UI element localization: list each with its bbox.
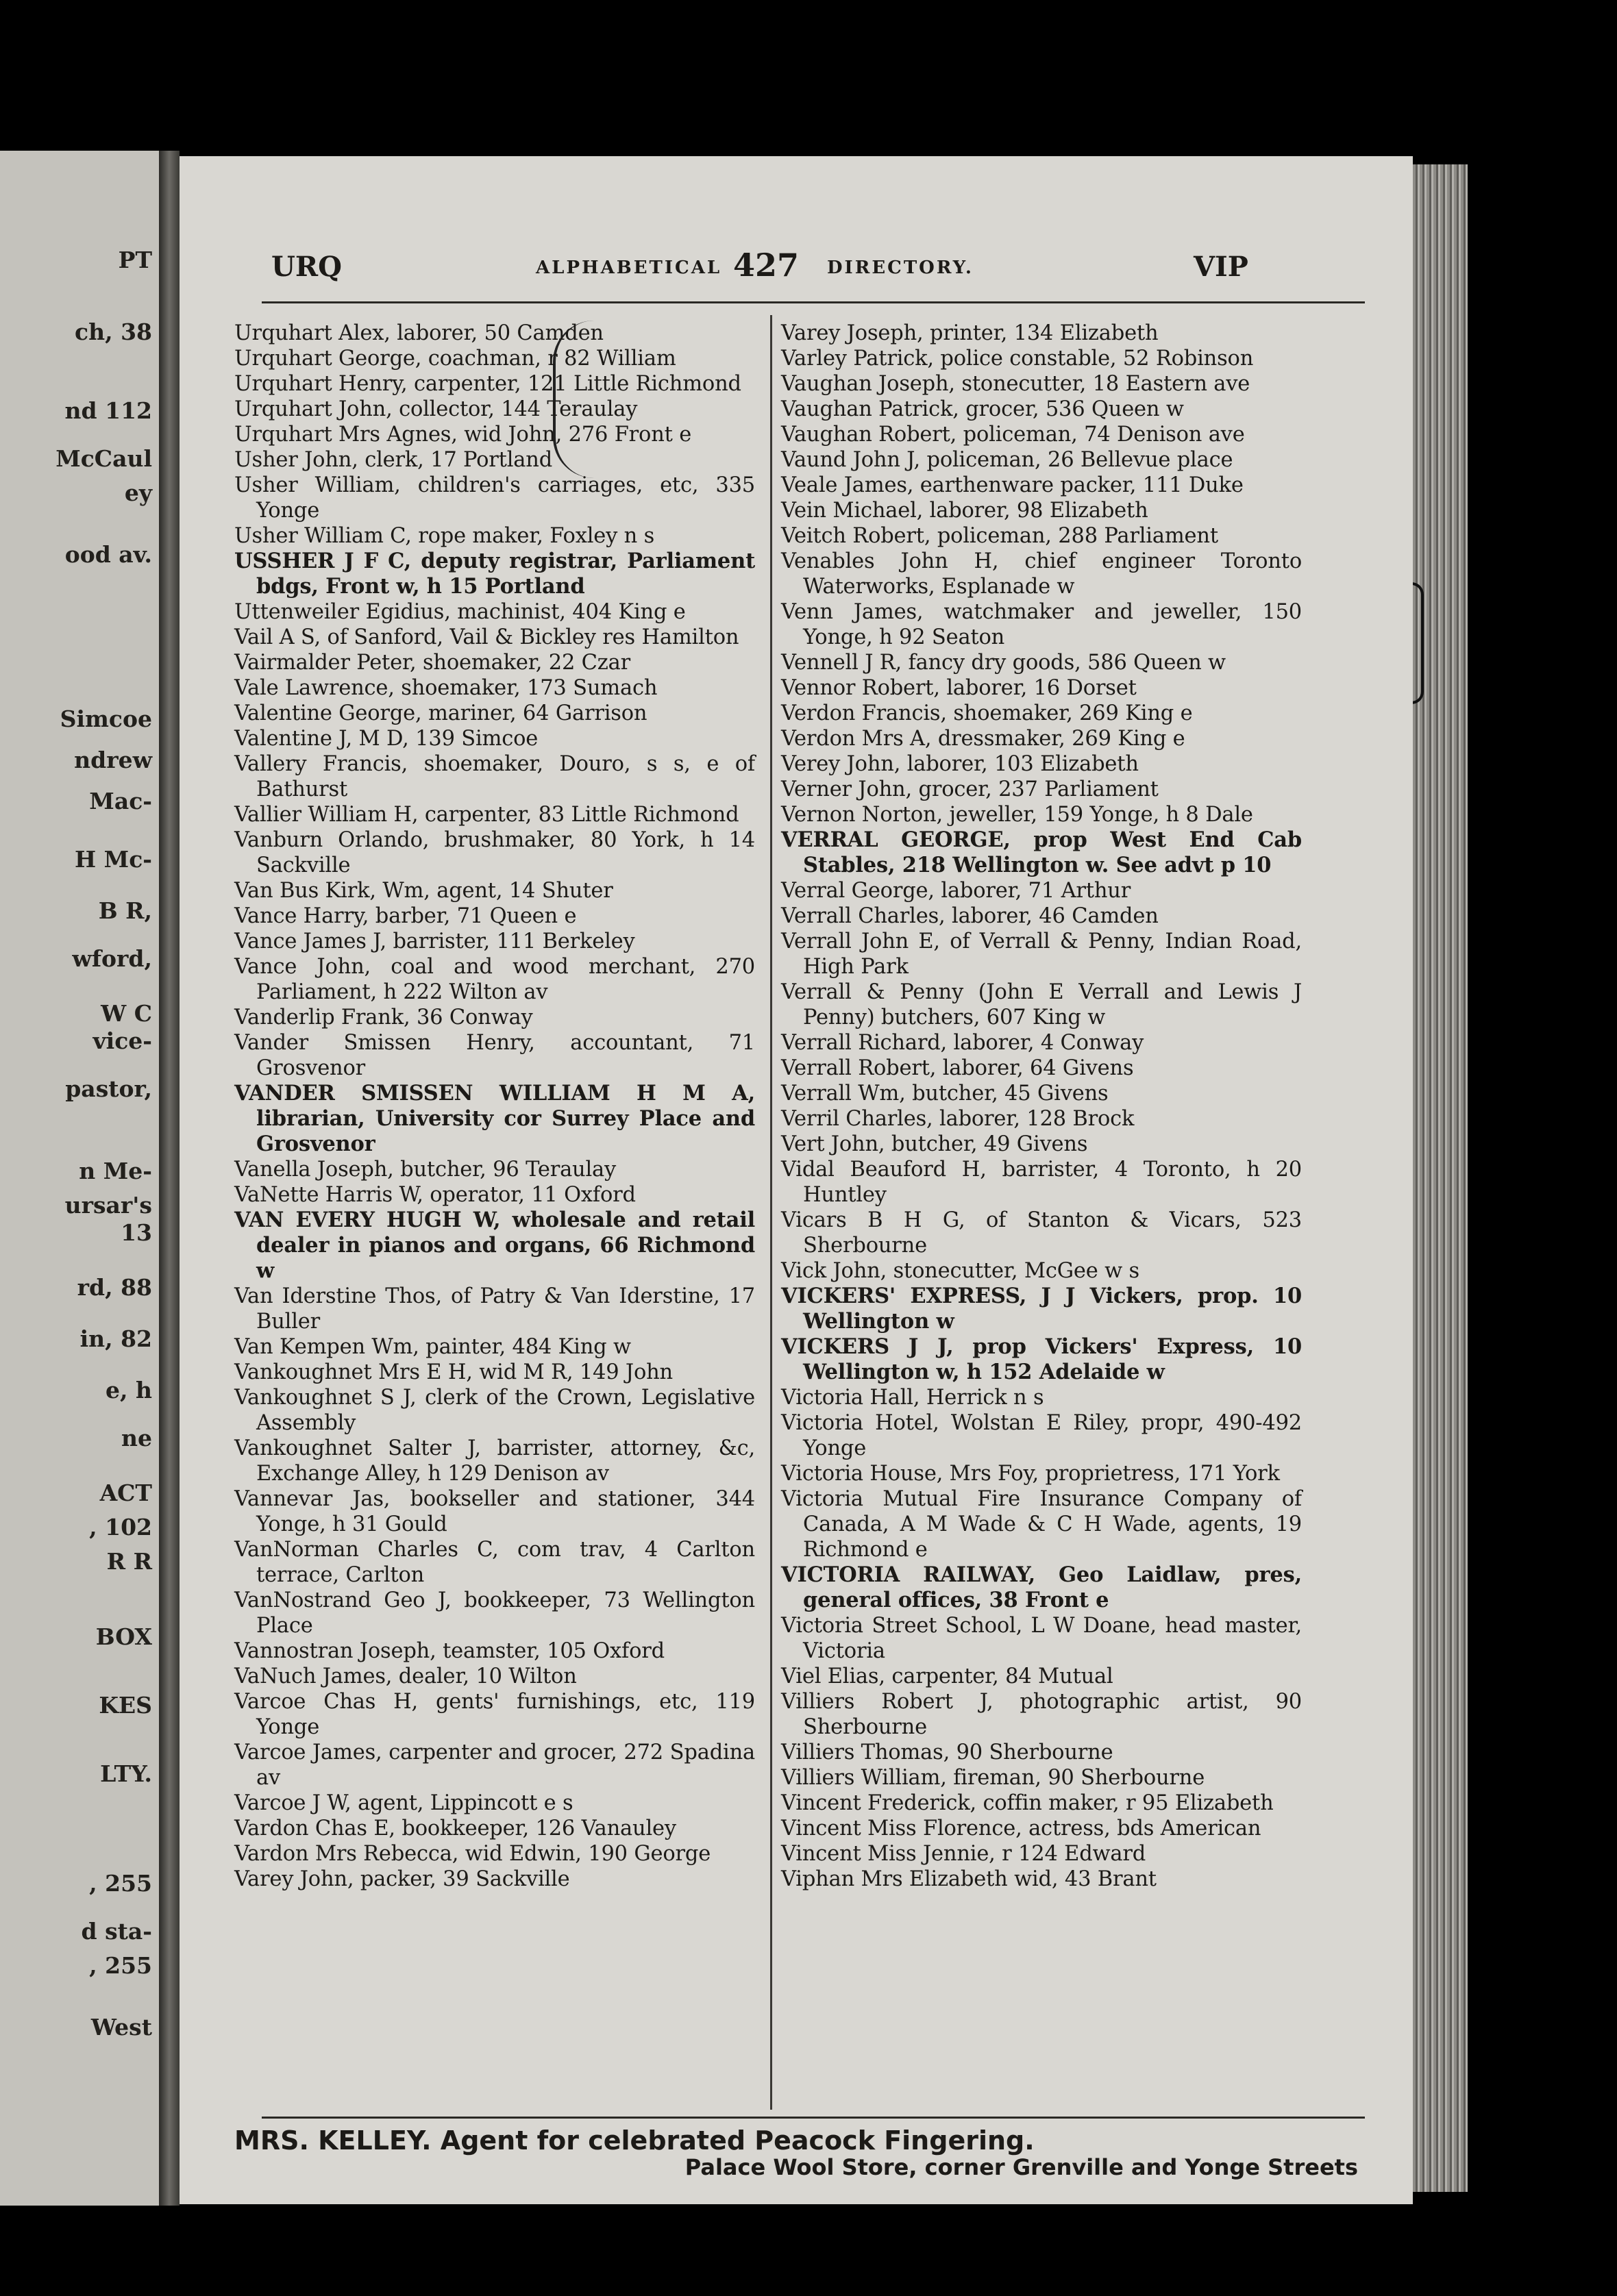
directory-entry: Vennell J R, fancy dry goods, 586 Queen w	[781, 651, 1226, 675]
left-column	[234, 321, 755, 1892]
directory-entry: Victoria Hotel, Wolstan E Riley, propr, 490-492 Yonge	[781, 1411, 1302, 1460]
previous-page-text: ursar's	[64, 1192, 152, 1219]
directory-entry: Varley Patrick, police constable, 52 Robinson	[781, 347, 1254, 371]
directory-entry: Valentine J, M D, 139 Simcoe	[234, 727, 539, 751]
directory-entry: Vankoughnet S J, clerk of the Crown, Legislative Assembly	[234, 1386, 755, 1435]
previous-page-fragment	[0, 151, 159, 2206]
directory-entry: Varcoe J W, agent, Lippincott e s	[234, 1791, 573, 1815]
previous-page-text: , 102	[89, 1514, 152, 1540]
directory-entry: Vennor Robert, laborer, 16 Dorset	[781, 676, 1137, 700]
directory-entry: VanNorman Charles C, com trav, 4 Carlton terrace, Carlton	[234, 1538, 755, 1587]
directory-entry: Vincent Miss Jennie, r 124 Edward	[781, 1842, 1146, 1866]
directory-entry: Verral George, laborer, 71 Arthur	[781, 879, 1131, 903]
directory-entry: VANDER SMISSEN WILLIAM H M A, librarian, University cor Surrey Place and Grosvenor	[234, 1081, 755, 1156]
header-right-guide: VIP	[1194, 251, 1248, 283]
directory-entry: Urquhart Henry, carpenter, 121 Little Richmond	[234, 372, 741, 396]
directory-entry: Viel Elias, carpenter, 84 Mutual	[781, 1664, 1113, 1688]
previous-page-text: W C	[101, 1000, 152, 1027]
directory-entry: Vanella Joseph, butcher, 96 Teraulay	[234, 1158, 617, 1182]
directory-entry: Vance John, coal and wood merchant, 270 Parliament, h 222 Wilton av	[234, 955, 755, 1004]
directory-entry: Vankoughnet Salter J, barrister, attorney, &c, Exchange Alley, h 129 Denison av	[234, 1436, 755, 1486]
directory-entry: Verrall Robert, laborer, 64 Givens	[781, 1056, 1134, 1080]
header-rule	[262, 301, 1365, 303]
directory-entry: Vairmalder Peter, shoemaker, 22 Czar	[234, 651, 631, 675]
previous-page-text: nd 112	[64, 397, 152, 424]
header-left-guide: URQ	[271, 251, 342, 283]
previous-page-text: rd, 88	[77, 1274, 152, 1301]
previous-page-text: ch, 38	[75, 319, 152, 345]
directory-entry: Victoria Hall, Herrick n s	[781, 1386, 1044, 1410]
previous-page-text: in, 82	[79, 1325, 152, 1352]
directory-entry: Vaughan Patrick, grocer, 536 Queen w	[781, 397, 1184, 421]
directory-entry: Vein Michael, laborer, 98 Elizabeth	[781, 499, 1148, 523]
directory-entry: VERRAL GEORGE, prop West End Cab Stables, 218 Wellington w. See advt p 10	[781, 827, 1302, 877]
directory-entry: Vernon Norton, jeweller, 159 Yonge, h 8 Dale	[781, 803, 1253, 827]
directory-entry: Verrall Charles, laborer, 46 Camden	[781, 904, 1159, 928]
directory-entry: Urquhart John, collector, 144 Teraulay	[234, 397, 638, 421]
footer-rule	[262, 2117, 1365, 2119]
directory-entry: Vanburn Orlando, brushmaker, 80 York, h 14 Sackville	[234, 828, 755, 877]
directory-entry: Vail A S, of Sanford, Vail & Bickley res Hamilton	[234, 625, 739, 649]
directory-entry: Veitch Robert, policeman, 288 Parliament	[781, 524, 1218, 548]
directory-entry: Victoria Mutual Fire Insurance Company of Canada, A M Wade & C H Wade, agents, 19 Richmond e	[781, 1487, 1302, 1562]
directory-entry: Verdon Francis, shoemaker, 269 King e	[781, 701, 1193, 725]
margin-bracket-mark	[1411, 582, 1424, 704]
column-divider	[770, 315, 772, 2110]
directory-entry: Vannevar Jas, bookseller and stationer, 344 Yonge, h 31 Gould	[234, 1487, 755, 1536]
directory-page	[180, 156, 1413, 2204]
directory-entry: VICKERS' EXPRESS, J J Vickers, prop. 10 Wellington w	[781, 1284, 1302, 1334]
directory-entry: Vardon Mrs Rebecca, wid Edwin, 190 George	[234, 1842, 711, 1866]
page-edges	[1413, 164, 1468, 2192]
previous-page-text: R R	[106, 1548, 152, 1575]
directory-entry: Viphan Mrs Elizabeth wid, 43 Brant	[781, 1867, 1157, 1891]
previous-page-text: H Mc-	[75, 846, 152, 873]
directory-entry: VaNette Harris W, operator, 11 Oxford	[234, 1183, 636, 1207]
previous-page-text: B R,	[98, 897, 152, 924]
previous-page-text: LTY.	[100, 1760, 152, 1787]
directory-entry: Usher William C, rope maker, Foxley n s	[234, 524, 655, 548]
previous-page-text: e, h	[106, 1377, 152, 1403]
directory-entry: Villiers Thomas, 90 Sherbourne	[781, 1740, 1113, 1764]
book-gutter	[159, 151, 180, 2206]
directory-entry: Verdon Mrs A, dressmaker, 269 King e	[781, 727, 1185, 751]
directory-entry: Vincent Frederick, coffin maker, r 95 Elizabeth	[781, 1791, 1274, 1815]
directory-entry: Victoria Street School, L W Doane, head master, Victoria	[781, 1614, 1302, 1663]
directory-entry: Vance James J, barrister, 111 Berkeley	[234, 929, 635, 953]
directory-entry: Vander Smissen Henry, accountant, 71 Grosvenor	[234, 1031, 755, 1080]
page-number: 427	[733, 247, 800, 284]
directory-entry: Victoria House, Mrs Foy, proprietress, 171 York	[781, 1462, 1280, 1486]
directory-entry: Urquhart Alex, laborer, 50 Camden	[234, 321, 604, 345]
directory-entry: Vannostran Joseph, teamster, 105 Oxford	[234, 1639, 665, 1663]
footer-line-2: Palace Wool Store, corner Grenville and Yonge Streets	[684, 2154, 1358, 2180]
previous-page-text: PT	[118, 247, 152, 273]
directory-entry: Vankoughnet Mrs E H, wid M R, 149 John	[234, 1360, 674, 1384]
previous-page-text: McCaul	[55, 445, 152, 472]
directory-entry: Vaund John J, policeman, 26 Bellevue place	[781, 448, 1233, 472]
previous-page-text: Mac-	[89, 788, 152, 814]
directory-entry: Varcoe James, carpenter and grocer, 272 Spadina av	[234, 1740, 755, 1790]
directory-entry: Van Bus Kirk, Wm, agent, 14 Shuter	[234, 879, 613, 903]
directory-entry: VAN EVERY HUGH W, wholesale and retail dealer in pianos and organs, 66 Richmond w	[234, 1208, 755, 1283]
right-column	[781, 321, 1302, 1892]
directory-entry: Verrall Wm, butcher, 45 Givens	[781, 1082, 1109, 1106]
directory-entry: Villiers William, fireman, 90 Sherbourne	[781, 1766, 1205, 1790]
footer-line-1: MRS. KELLEY. Agent for celebrated Peacock Fingering.	[234, 2125, 1035, 2156]
previous-page-text: , 255	[89, 1952, 152, 1979]
directory-entry: Verrall John E, of Verrall & Penny, Indian Road, High Park	[781, 929, 1302, 979]
directory-entry: Urquhart Mrs Agnes, wid John, 276 Front e	[234, 423, 692, 447]
directory-entry: Vick John, stonecutter, McGee w s	[781, 1259, 1139, 1283]
directory-entry: Vaughan Robert, policeman, 74 Denison ave	[781, 423, 1245, 447]
directory-entry: Usher William, children's carriages, etc, 335 Yonge	[234, 473, 755, 523]
directory-entry: Venn James, watchmaker and jeweller, 150 Yonge, h 92 Seaton	[781, 600, 1302, 649]
previous-page-text: BOX	[95, 1623, 152, 1650]
previous-page-text: pastor,	[65, 1075, 152, 1102]
header-title-left: ALPHABETICAL	[536, 258, 722, 278]
previous-page-text: ey	[124, 479, 152, 506]
directory-entry: Uttenweiler Egidius, machinist, 404 King e	[234, 600, 686, 624]
directory-entry: Veale James, earthenware packer, 111 Duke	[781, 473, 1244, 497]
directory-entry: Vallier William H, carpenter, 83 Little Richmond	[234, 803, 739, 827]
directory-entry: Valentine George, mariner, 64 Garrison	[234, 701, 647, 725]
previous-page-text: ndrew	[74, 747, 152, 773]
directory-entry: Vicars B H G, of Stanton & Vicars, 523 Sherbourne	[781, 1208, 1302, 1258]
directory-entry: Vale Lawrence, shoemaker, 173 Sumach	[234, 676, 658, 700]
directory-entry: Varcoe Chas H, gents' furnishings, etc, 119 Yonge	[234, 1690, 755, 1739]
directory-entry: Vanderlip Frank, 36 Conway	[234, 1006, 533, 1030]
directory-entry: Verrall Richard, laborer, 4 Conway	[781, 1031, 1144, 1055]
previous-page-text: KES	[99, 1692, 152, 1719]
directory-entry: Urquhart George, coachman, r 82 William	[234, 347, 676, 371]
directory-entry: VanNostrand Geo J, bookkeeper, 73 Wellington Place	[234, 1588, 755, 1638]
directory-entry: Van Iderstine Thos, of Patry & Van Iderstine, 17 Buller	[234, 1284, 755, 1334]
previous-page-text: wford,	[72, 945, 152, 972]
previous-page-text: 13	[121, 1219, 152, 1246]
directory-entry: Verner John, grocer, 237 Parliament	[781, 777, 1159, 801]
directory-entry: Villiers Robert J, photographic artist, 90 Sherbourne	[781, 1690, 1302, 1739]
directory-entry: Verrall & Penny (John E Verrall and Lewis J Penny) butchers, 607 King w	[781, 980, 1302, 1030]
directory-entry: VICKERS J J, prop Vickers' Express, 10 Wellington w, h 152 Adelaide w	[781, 1334, 1302, 1384]
header-title-right: DIRECTORY.	[827, 258, 974, 278]
previous-page-text: vice-	[92, 1027, 152, 1054]
directory-entry: Venables John H, chief engineer Toronto Waterworks, Esplanade w	[781, 549, 1302, 599]
directory-entry: VICTORIA RAILWAY, Geo Laidlaw, pres, general offices, 38 Front e	[781, 1562, 1302, 1612]
previous-page-text: Simcoe	[60, 706, 152, 732]
directory-entry: Vert John, butcher, 49 Givens	[781, 1132, 1088, 1156]
directory-entry: Vallery Francis, shoemaker, Douro, s s, e of Bathurst	[234, 752, 755, 801]
previous-page-text: d sta-	[81, 1918, 152, 1945]
directory-entry: Vincent Miss Florence, actress, bds American	[781, 1817, 1261, 1840]
advertisement-footer	[234, 2125, 1358, 2204]
previous-page-text: , 255	[89, 1870, 152, 1897]
directory-entry: Usher John, clerk, 17 Portland	[234, 448, 553, 472]
directory-entry: Vaughan Joseph, stonecutter, 18 Eastern ave	[781, 372, 1250, 396]
directory-entry: Varey John, packer, 39 Sackville	[234, 1867, 570, 1891]
directory-entry: Varey Joseph, printer, 134 Elizabeth	[781, 321, 1159, 345]
directory-entry: Verey John, laborer, 103 Elizabeth	[781, 752, 1139, 776]
directory-entry: USSHER J F C, deputy registrar, Parliament bdgs, Front w, h 15 Portland	[234, 549, 755, 599]
previous-page-text: ne	[121, 1425, 152, 1451]
directory-entry: Van Kempen Wm, painter, 484 King w	[234, 1335, 631, 1359]
directory-entry: Verril Charles, laborer, 128 Brock	[781, 1107, 1135, 1131]
previous-page-text: West	[90, 2014, 152, 2041]
directory-entry: Vance Harry, barber, 71 Queen e	[234, 904, 577, 928]
directory-entry: Vidal Beauford H, barrister, 4 Toronto, h 20 Huntley	[781, 1158, 1302, 1207]
previous-page-text: n Me-	[79, 1158, 152, 1184]
directory-entry: VaNuch James, dealer, 10 Wilton	[234, 1664, 577, 1688]
previous-page-text: ACT	[99, 1480, 152, 1506]
previous-page-text: ood av.	[64, 541, 152, 568]
directory-entry: Vardon Chas E, bookkeeper, 126 Vanauley	[234, 1817, 676, 1840]
